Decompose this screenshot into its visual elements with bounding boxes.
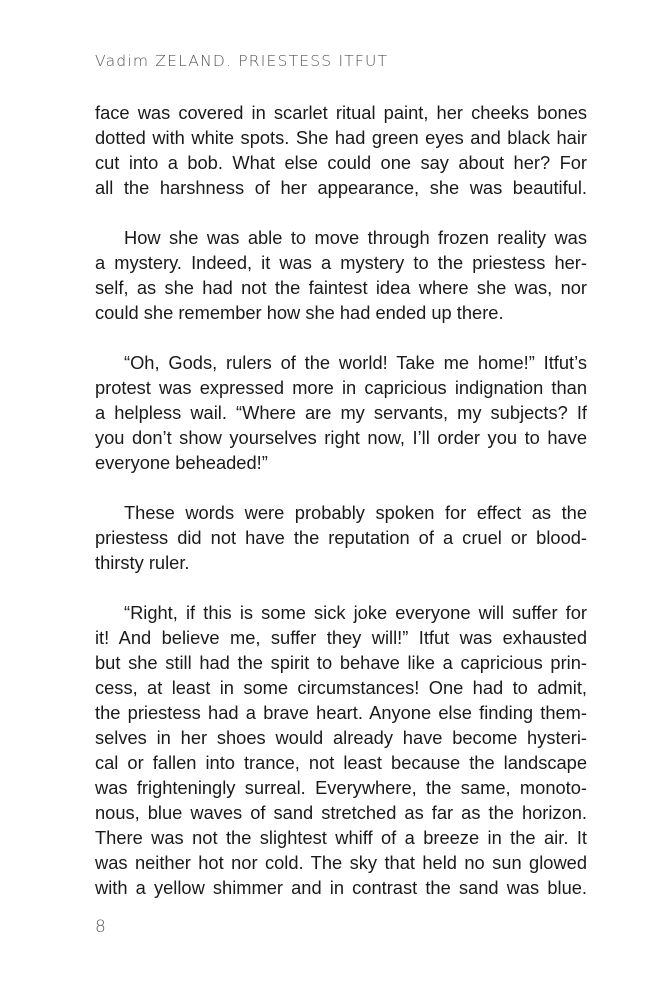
paragraph-3 <box>95 350 587 475</box>
text-line: face was covered in scarlet ritual paint, her cheeks bones <box>95 102 587 123</box>
text-line: nous, blue waves of sand stretched as far as the horizon. <box>95 802 587 823</box>
text-line: thirsty ruler. <box>95 552 190 573</box>
text-line: all the harshness of her appearance, she was beautiful. <box>95 177 587 198</box>
text-line: selves in her shoes would already have become hysteri- <box>95 727 587 748</box>
paragraph-2 <box>95 225 587 325</box>
text-line: “Right, if this is some sick joke everyone will suffer for <box>124 602 587 623</box>
text-line: cut into a bob. What else could one say about her? For <box>95 152 587 173</box>
text-line: with a yellow shimmer and in contrast the sand was blue. <box>95 877 587 898</box>
text-line: How she was able to move through frozen reality was <box>124 227 587 248</box>
text-line: cal or fallen into trance, not least because the landscape <box>95 752 587 773</box>
text-line: you don’t show yourselves right now, I’ll order you to have <box>95 427 587 448</box>
body-text <box>95 100 587 925</box>
paragraph-5 <box>95 600 587 900</box>
text-line: the priestess had a brave heart. Anyone else finding them- <box>95 702 587 723</box>
text-line: was frighteningly surreal. Everywhere, the same, monoto- <box>95 777 587 798</box>
text-line: it! And believe me, suffer they will!” Itfut was exhausted <box>95 627 587 648</box>
text-line: was neither hot nor cold. The sky that held no sun glowed <box>95 852 587 873</box>
text-line: cess, at least in some circumstances! One had to admit, <box>95 677 587 698</box>
page-number: 8 <box>95 917 106 937</box>
text-line: but she still had the spirit to behave like a capricious prin- <box>95 652 587 673</box>
text-line: These words were probably spoken for effect as the <box>124 502 587 523</box>
text-line: protest was expressed more in capricious indignation than <box>95 377 587 398</box>
text-line: self, as she had not the faintest idea where she was, nor <box>95 277 587 298</box>
text-line: a mystery. Indeed, it was a mystery to the priestess her- <box>95 252 587 273</box>
text-line: priestess did not have the reputation of a cruel or blood- <box>95 527 587 548</box>
text-line: “Oh, Gods, rulers of the world! Take me home!” Itfut’s <box>124 352 587 373</box>
text-line: could she remember how she had ended up there. <box>95 302 504 323</box>
paragraph-1 <box>95 100 587 200</box>
paragraph-4 <box>95 500 587 575</box>
text-line: everyone beheaded!” <box>95 452 268 473</box>
text-line: a helpless wail. “Where are my servants, my subjects? If <box>95 402 587 423</box>
text-line: There was not the slightest whiff of a breeze in the air. It <box>95 827 587 848</box>
running-head: Vadim ZELAND. PRIESTESS ITFUT <box>95 52 389 70</box>
text-line: dotted with white spots. She had green eyes and black hair <box>95 127 587 148</box>
